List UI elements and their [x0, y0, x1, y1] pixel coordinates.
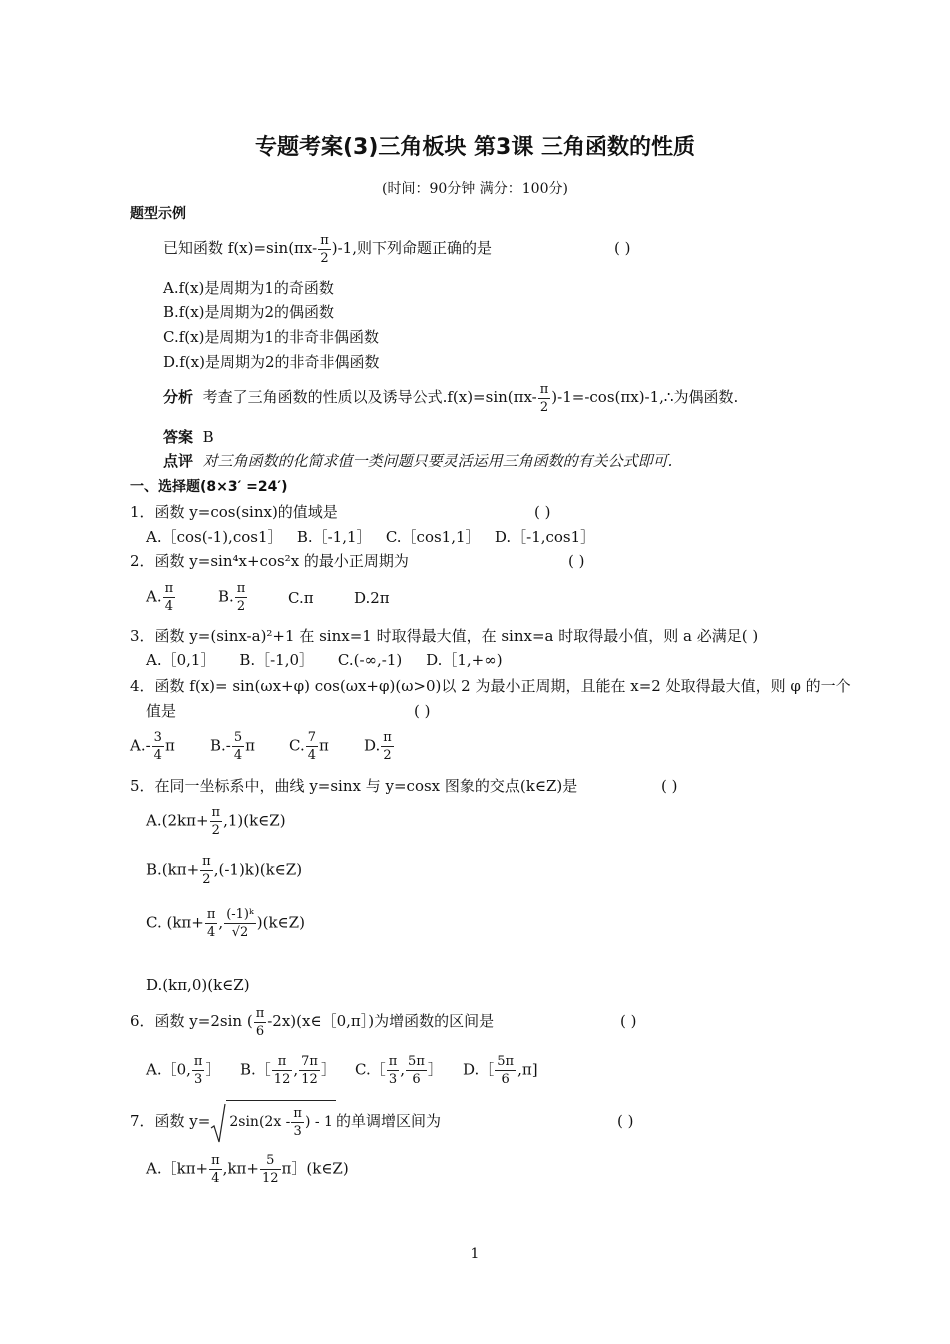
option-c: C.(-∞,-1) [337, 651, 403, 669]
option-d: D.［ $\frac{5\pi}{6}$ ,π] [463, 1054, 538, 1087]
answer-paren: ( ) [568, 552, 585, 570]
answer-paren: ( ) [620, 1012, 637, 1030]
option-a: A.［kπ+ $\frac{\pi}{4}$ ,kπ+ $\frac{5}{12}$ π］(k∈Z) [146, 1153, 349, 1186]
exam-subtitle: (时间：90分钟 满分：100分) [382, 181, 568, 197]
answer-paren: ( ) [414, 702, 431, 720]
example-stem-text: )-1,则下列命题正确的是 [331, 239, 492, 257]
option-d: D.［-1,cos1］ [494, 528, 596, 546]
answer-paren: ( ) [534, 503, 551, 521]
example-heading: 题型示例 [130, 206, 186, 222]
fraction: $\frac{\pi}{4}$ [164, 581, 174, 614]
option-a: A.［cos(-1),cos1］ [146, 528, 283, 546]
fraction: $\frac{\pi}{6}$ [255, 1005, 265, 1039]
example-answer [163, 427, 214, 447]
example-analysis [163, 379, 738, 416]
option-c: C.［ $\frac{\pi}{3}$ , $\frac{5\pi}{6}$ ］ [355, 1054, 443, 1087]
fraction: $\frac{\pi}{2}$ [236, 581, 246, 614]
fraction: $\frac{\pi}{12}$ [273, 1054, 291, 1087]
answer-paren: ( ) [661, 777, 678, 795]
option-b: B.- $\frac{5}{4}$ π [210, 730, 255, 763]
option-a: A.(2kπ+ $\frac{\pi}{2}$ ,1)(k∈Z) [146, 805, 286, 838]
question-4: 4．函数 f(x)= sin(ωx+φ) cos(ωx+φ)(ω>0)以 2 为最小正周期，且能在 x=2 处取得最大值，则 φ 的一个 [130, 677, 851, 695]
fraction: $\frac{5\pi}{6}$ [497, 1054, 515, 1087]
comment-text: 对三角函数的化简求值一类问题只要灵活运用三角函数的有关公式即可. [202, 452, 673, 470]
option-a: A.［0, $\frac{\pi}{3}$ ］ [146, 1054, 221, 1087]
option-b: B.［ $\frac{\pi}{12}$ , $\frac{7\pi}{12}$ ］ [240, 1054, 336, 1087]
fraction: $\frac{7}{4}$ [307, 730, 316, 763]
q3-options [146, 650, 503, 670]
section-heading: 一、选择题(8×3′ =24′) [130, 479, 288, 495]
option-a: A.- $\frac{3}{4}$ π [130, 730, 175, 763]
option-c: C.［cos1,1］ [385, 528, 481, 546]
question-3: 3．函数 y=(sinx-a)²+1 在 sinx=1 时取得最大值，在 sinx=a 时取得最小值，则 a 必满足( ) [130, 627, 759, 645]
answer-paren: ( ) [614, 239, 631, 257]
q1-options [146, 527, 595, 547]
analysis-text: 考查了三角函数的性质以及诱导公式.f(x)=sin(πx- [202, 388, 537, 406]
fraction: $\frac{\pi}{3}$ [193, 1054, 203, 1087]
option-d: D.(kπ,0)(k∈Z) [146, 976, 250, 994]
page-title: 专题考案(3)三角板块 第3课 三角函数的性质 [254, 135, 696, 160]
example-stem-text: 已知函数 f(x)=sin(πx- [163, 239, 318, 257]
option-c: C. (kπ+ $\frac{\pi}{4}$ , $\frac{\text{(-1)ᵏ}}{√2}$ )(k∈Z) [146, 907, 305, 940]
example-option-a: A.f(x)是周期为1的奇函数 [163, 279, 334, 297]
fraction: $\frac{\pi}{2}$ [383, 730, 392, 763]
option-c: C.π [288, 589, 314, 607]
fraction: $\frac{\pi}{4}$ [211, 1153, 220, 1186]
option-c: C. $\frac{7}{4}$ π [289, 730, 329, 763]
fraction: $\frac{5}{12}$ [261, 1153, 279, 1186]
fraction: $\frac{5\pi}{6}$ [408, 1054, 425, 1087]
fraction: $\frac{\pi}{3}$ [293, 1105, 302, 1139]
comment-label: 点评 [163, 452, 194, 470]
fraction: $\frac{\pi}{2}$ [202, 854, 211, 887]
fraction: $\frac{5}{4}$ [233, 730, 243, 763]
fraction: $\frac{3}{4}$ [153, 730, 162, 763]
answer-label: 答案 [163, 428, 194, 446]
example-stem [163, 230, 492, 267]
answer-paren: ( ) [617, 1112, 634, 1130]
fraction: $\frac{\pi}{2}$ [320, 232, 329, 266]
option-d: D. $\frac{\pi}{2}$ [364, 730, 392, 763]
option-d: D.2π [354, 589, 390, 607]
example-option-b: B.f(x)是周期为2的偶函数 [163, 303, 335, 321]
fraction: $\frac{\pi}{2}$ [211, 805, 221, 838]
question-7: 7．函数 y= 2sin(2x - $\frac{\pi}{3}$ ) - 1 的单调增区间为 [130, 1100, 441, 1144]
option-a: A. $\frac{\pi}{4}$ [146, 581, 174, 614]
fraction: $\frac{\text{(-1)ᵏ}}{√2}$ [226, 907, 254, 940]
option-b: B.(kπ+ $\frac{\pi}{2}$ ,(-1)k)(k∈Z) [146, 854, 303, 887]
question-1: 1．函数 y=cos(sinx)的值域是 [130, 503, 338, 521]
answer-value: B [202, 428, 214, 446]
option-b: B.［-1,0］ [239, 651, 315, 669]
option-b: B.［-1,1］ [296, 528, 372, 546]
fraction: $\frac{\pi}{2}$ [539, 381, 549, 415]
question-5: 5．在同一坐标系中，曲线 y=sinx 与 y=cosx 图象的交点(k∈Z)是 [130, 777, 578, 795]
question-6: 6．函数 y=2sin ( $\frac{\pi}{6}$ -2x)(x∈［0,π］)为增函数的区间是 [130, 1005, 495, 1039]
page-number: 1 [470, 1246, 480, 1262]
question-4-cont: 值是 [146, 702, 177, 720]
analysis-text: )-1=-cos(πx)-1,∴为偶函数. [551, 388, 739, 406]
example-option-d: D.f(x)是周期为2的非奇非偶函数 [163, 353, 380, 371]
fraction: $\frac{7\pi}{12}$ [301, 1054, 318, 1087]
fraction: $\frac{\pi}{3}$ [388, 1054, 398, 1087]
analysis-label: 分析 [163, 388, 194, 406]
option-a: A.［0,1］ [146, 651, 216, 669]
example-comment [163, 451, 672, 471]
fraction: $\frac{\pi}{4}$ [206, 907, 216, 940]
option-b: B. $\frac{\pi}{2}$ [218, 581, 246, 614]
example-option-c: C.f(x)是周期为1的非奇非偶函数 [163, 328, 379, 346]
option-d: D.［1,+∞) [426, 651, 503, 669]
question-2: 2．函数 y=sin⁴x+cos²x 的最小正周期为 [130, 552, 409, 570]
square-root: 2sin(2x - $\frac{\pi}{3}$ ) - 1 [210, 1101, 336, 1144]
